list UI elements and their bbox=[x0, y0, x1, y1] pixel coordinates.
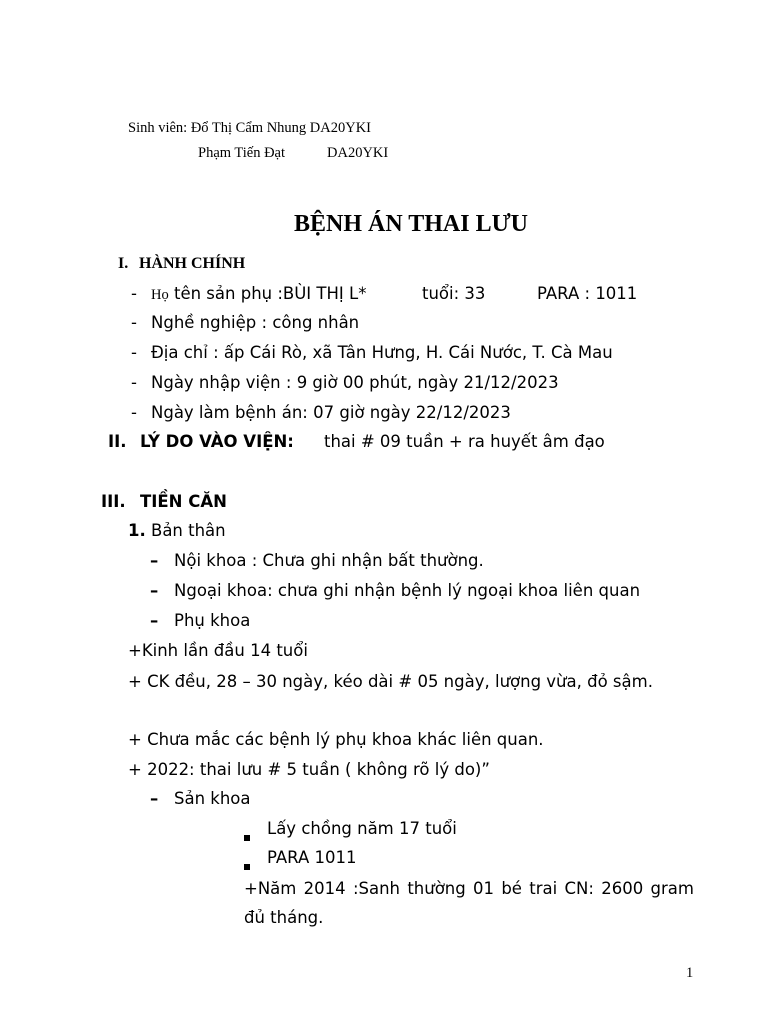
section-3-heading: TIỀN CĂN bbox=[140, 492, 227, 511]
dash: – bbox=[150, 551, 159, 570]
section-1-number: I. bbox=[118, 255, 129, 272]
dash: – bbox=[150, 789, 159, 808]
patient-name: tên sản phụ :BÙI THỊ L* bbox=[173, 284, 367, 303]
section-2-heading: LÝ DO VÀO VIỆN: bbox=[140, 432, 294, 451]
subsection-1-heading: Bản thân bbox=[151, 521, 226, 540]
bullet: - bbox=[131, 313, 137, 332]
patient-para: PARA : 1011 bbox=[537, 284, 638, 303]
student-line-2-name: Phạm Tiến Đạt bbox=[198, 145, 286, 161]
menstrual-cycle: + CK đều, 28 – 30 ngày, kéo dài # 05 ngày, lượng vừa, đỏ sậm. bbox=[128, 672, 653, 691]
page-number: 1 bbox=[686, 965, 694, 981]
obstetric-heading: Sản khoa bbox=[174, 789, 251, 808]
name-prefix: Họ bbox=[151, 287, 169, 303]
history-2022: + 2022: thai lưu # 5 tuần ( không rõ lý do)” bbox=[128, 760, 490, 779]
birth-2014: +Năm 2014 :Sanh thường 01 bé trai CN: 2600 gram đủ tháng. bbox=[244, 879, 694, 927]
surgery-history: Ngoại khoa: chưa ghi nhận bệnh lý ngoại khoa liên quan bbox=[174, 581, 641, 600]
gynecology-heading: Phụ khoa bbox=[174, 611, 251, 630]
section-1-heading: HÀNH CHÍNH bbox=[139, 255, 246, 272]
menarche: +Kinh lần đầu 14 tuổi bbox=[128, 641, 308, 660]
section-3-number: III. bbox=[101, 492, 126, 511]
patient-name-line bbox=[151, 284, 366, 304]
section-2-number: II. bbox=[108, 432, 127, 451]
patient-job: Nghề nghiệp : công nhân bbox=[151, 313, 360, 332]
square-bullet bbox=[244, 826, 250, 845]
internal-medicine: Nội khoa : Chưa ghi nhận bất thường. bbox=[174, 551, 484, 570]
admission-reason: thai # 09 tuần + ra huyết âm đạo bbox=[324, 432, 605, 451]
bullet: - bbox=[131, 284, 137, 303]
married-age: Lấy chồng năm 17 tuổi bbox=[267, 819, 457, 838]
no-gyn-disease: + Chưa mắc các bệnh lý phụ khoa khác liên quan. bbox=[128, 730, 544, 749]
record-date: Ngày làm bệnh án: 07 giờ ngày 22/12/2023 bbox=[151, 403, 511, 422]
patient-address: Địa chỉ : ấp Cái Rò, xã Tân Hưng, H. Cái Nước, T. Cà Mau bbox=[151, 343, 613, 362]
square-bullet bbox=[244, 855, 250, 874]
dash: – bbox=[150, 611, 159, 630]
admission-date: Ngày nhập viện : 9 giờ 00 phút, ngày 21/12/2023 bbox=[151, 373, 559, 392]
obstetric-para: PARA 1011 bbox=[267, 848, 357, 867]
student-line-1: Sinh viên: Đổ Thị Cẩm Nhung DA20YKI bbox=[128, 120, 372, 136]
bullet: - bbox=[131, 403, 137, 422]
bullet: - bbox=[131, 373, 137, 392]
student-line-2-class: DA20YKI bbox=[327, 145, 389, 161]
dash: – bbox=[150, 581, 159, 600]
patient-age: tuổi: 33 bbox=[422, 284, 486, 303]
bullet: - bbox=[131, 343, 137, 362]
subsection-1-number: 1. bbox=[128, 521, 146, 540]
document-title: BỆNH ÁN THAI LƯU bbox=[293, 211, 529, 237]
